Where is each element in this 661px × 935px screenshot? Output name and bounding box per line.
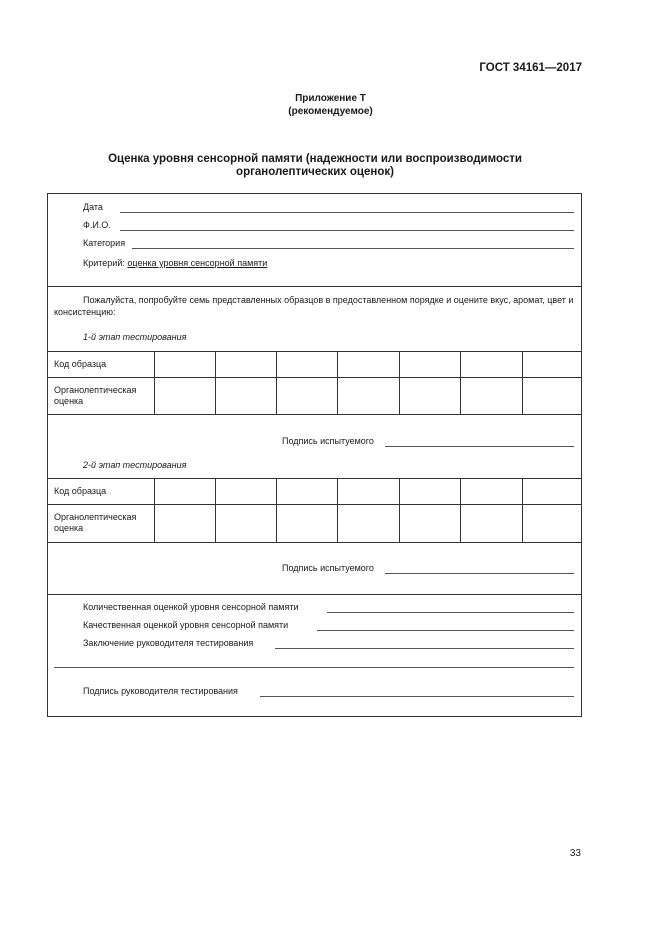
- leader-signature-label: Подпись руководителя тестирования: [83, 686, 238, 696]
- fio-label: Ф.И.О.: [83, 220, 111, 230]
- stage1-signature-label: Подпись испытуемого: [282, 436, 374, 446]
- quantitative-field[interactable]: [327, 612, 574, 613]
- stage2-label: 2-й этап тестирования: [83, 460, 187, 470]
- quantitative-label: Количественная оценкой уровня сенсорной памяти: [83, 602, 299, 612]
- date-label: Дата: [83, 202, 103, 212]
- grid-line: [154, 478, 155, 542]
- stage2-code-label: Код образца: [54, 486, 107, 496]
- standard-number: ГОСТ 34161—2017: [479, 62, 582, 74]
- divider: [48, 286, 581, 287]
- stage1-score-label-line2: оценка: [54, 396, 84, 406]
- category-field[interactable]: [132, 248, 574, 249]
- grid-line: [154, 351, 155, 414]
- divider: [48, 414, 581, 415]
- form-title: [0, 153, 630, 179]
- criterion-label: Критерий:: [83, 258, 125, 268]
- appendix-heading: [0, 92, 661, 118]
- stage2-score-label: [54, 512, 136, 534]
- stage2-score-label-line1: Органолептическая: [54, 512, 137, 522]
- grid-line: [399, 351, 400, 414]
- appendix-title: Приложение Т: [295, 93, 366, 104]
- stage2-signature-field[interactable]: [385, 573, 574, 574]
- criterion-row: [83, 258, 267, 269]
- divider: [48, 478, 581, 479]
- conclusion-label: Заключение руководителя тестирования: [83, 638, 254, 648]
- divider: [48, 594, 581, 595]
- instructions-text: Пожалуйста, попробуйте семь представленных образцов в предоставленном порядке и оцените вкус, аромат, цвет и консистенцию:: [54, 295, 574, 317]
- grid-line: [399, 478, 400, 542]
- stage1-signature-field[interactable]: [385, 446, 574, 447]
- grid-line: [337, 478, 338, 542]
- appendix-subtitle: (рекомендуемое): [288, 106, 373, 117]
- grid-line: [460, 351, 461, 414]
- conclusion-field-continued[interactable]: [54, 667, 574, 668]
- form-title-line1: Оценка уровня сенсорной памяти (надежности или воспроизводимости: [108, 153, 522, 165]
- leader-signature-field[interactable]: [260, 696, 574, 697]
- grid-line: [337, 351, 338, 414]
- stage2-score-label-line2: оценка: [54, 523, 84, 533]
- grid-line: [276, 478, 277, 542]
- stage1-score-label-line1: Органолептическая: [54, 385, 137, 395]
- category-label: Категория: [83, 238, 126, 248]
- divider: [48, 351, 581, 352]
- grid-line: [522, 351, 523, 414]
- stage2-signature-label: Подпись испытуемого: [282, 563, 374, 573]
- grid-line: [460, 478, 461, 542]
- divider: [48, 377, 581, 378]
- criterion-value: оценка уровня сенсорной памяти: [127, 258, 268, 268]
- grid-line: [522, 478, 523, 542]
- fio-field[interactable]: [120, 230, 574, 231]
- stage1-code-label: Код образца: [54, 359, 107, 369]
- date-field[interactable]: [120, 212, 574, 213]
- qualitative-label: Качественная оценкой уровня сенсорной памяти: [83, 620, 289, 630]
- divider: [48, 542, 581, 543]
- page-number: 33: [569, 848, 581, 859]
- conclusion-field[interactable]: [275, 648, 574, 649]
- qualitative-field[interactable]: [317, 630, 574, 631]
- divider: [48, 504, 581, 505]
- stage1-label: 1-й этап тестирования: [83, 332, 187, 342]
- grid-line: [215, 351, 216, 414]
- grid-line: [215, 478, 216, 542]
- form-title-line2: органолептических оценок): [236, 166, 394, 178]
- form-frame: [47, 193, 582, 717]
- grid-line: [276, 351, 277, 414]
- stage1-score-label: [54, 385, 136, 407]
